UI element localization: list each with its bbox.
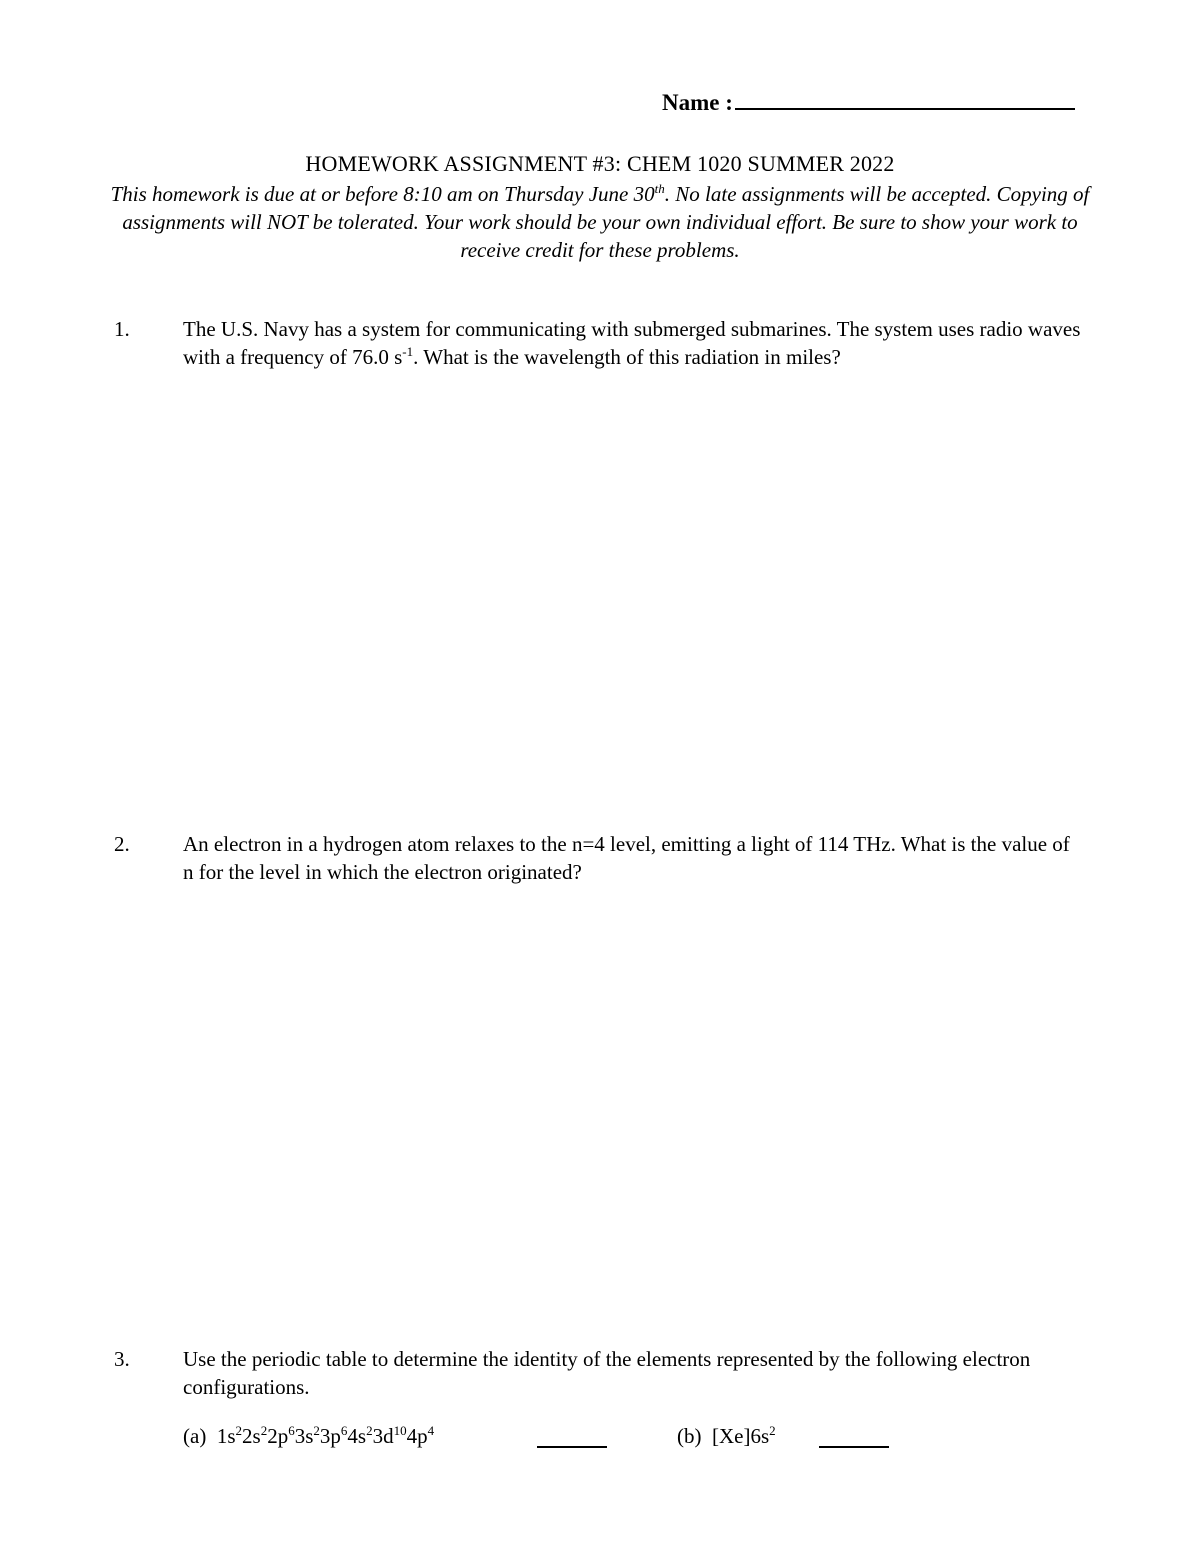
name-blank-line[interactable] [735,86,1075,110]
question-number: 1. [114,317,130,341]
orbital: 3s [294,1424,314,1448]
orbital: 4s [347,1424,367,1448]
answer-blank-a[interactable] [537,1446,607,1448]
question-text-part1: The U.S. Navy has a system for communicating with submerged submarines. The system uses radio waves with a frequency of 76.0 s [183,317,1081,369]
orbital-count: 10 [393,1423,407,1438]
orbital: [Xe]6s [712,1424,770,1448]
orbital-count: 2 [313,1423,320,1438]
orbital: 3d [372,1424,394,1448]
electron-configuration [217,1424,434,1448]
name-label: Name : [662,90,733,115]
orbital: 4p [406,1424,428,1448]
config-part-a [183,1424,434,1449]
assignment-title: HOMEWORK ASSIGNMENT #3: CHEM 1020 SUMMER 2022 [305,151,895,176]
orbital: 2s [242,1424,261,1448]
part-label: (b) [677,1424,702,1448]
instructions-part2: . No late assignments will be accepted. Copying of assignments will NOT be tolerated. Your work should be your own individual effort. Be sure to show your work to receive credit for these problems. [122,182,1090,262]
orbital-count: 6 [288,1423,295,1438]
orbital-count: 2 [235,1423,242,1438]
orbital-count: 2 [366,1423,373,1438]
question-text-superscript: -1 [402,344,414,359]
orbital-count: 2 [769,1423,776,1438]
question-text [183,315,1083,371]
instructions-part1: This homework is due at or before 8:10 am on Thursday June 30 [110,182,655,206]
question-number: 3. [114,1347,130,1371]
assignment-instructions [100,180,1100,264]
electron-configuration [712,1424,776,1448]
orbital: 3p [319,1424,341,1448]
orbital: 2p [267,1424,289,1448]
instructions-superscript: th [654,181,665,196]
orbital-count: 4 [427,1423,435,1438]
orbital: 1s [216,1424,236,1448]
config-part-b [677,1424,776,1449]
name-field [662,86,1075,116]
part-label: (a) [183,1424,207,1448]
question-text-part2: . What is the wavelength of this radiation in miles? [413,345,841,369]
orbital-count: 6 [340,1423,348,1438]
question-number: 2. [114,832,130,856]
question-text: Use the periodic table to determine the identity of the elements represented by the following electron configurations. [183,1347,1031,1399]
answer-blank-b[interactable] [819,1446,889,1448]
question-text: An electron in a hydrogen atom relaxes to the n=4 level, emitting a light of 114 THz. What is the value of n for the level in which the electron originated? [183,832,1070,884]
orbital-count: 2 [260,1423,268,1438]
